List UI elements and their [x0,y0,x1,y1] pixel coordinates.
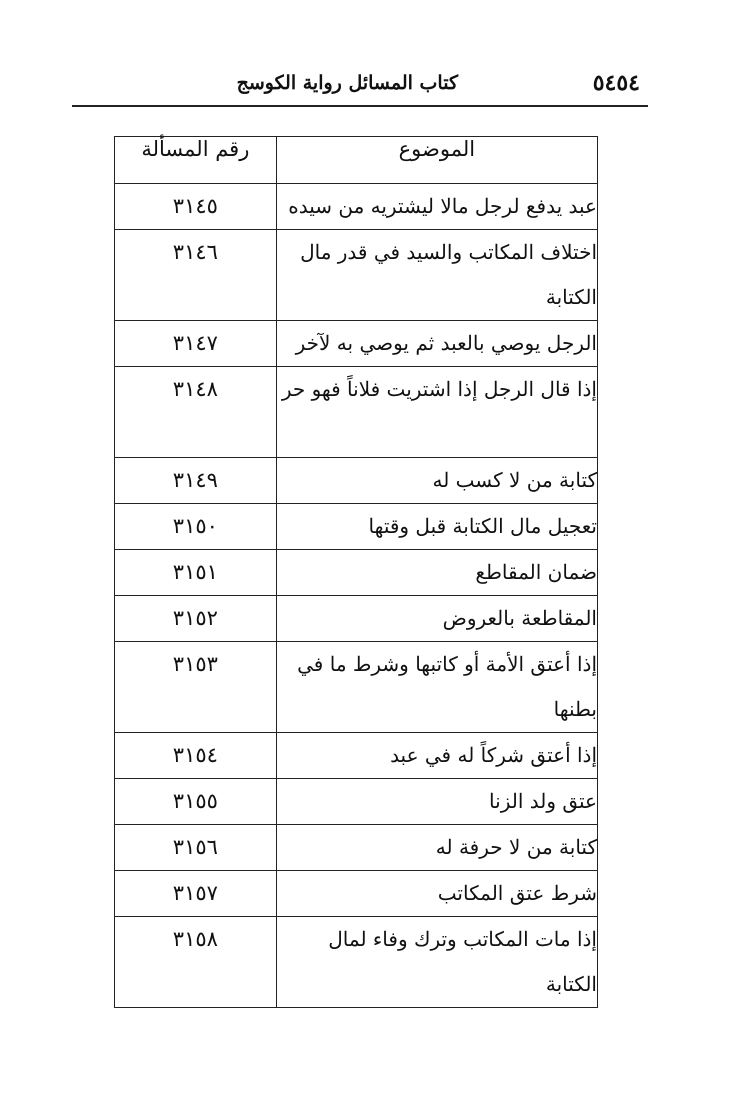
number-cell: ٣١٤٨ [115,367,277,458]
number-cell: ٣١٥٢ [115,596,277,642]
table-row [115,458,598,504]
table-header-row [115,137,598,184]
table-row [115,321,598,367]
number-cell: ٣١٥٨ [115,917,277,1008]
topic-cell: إذا أعتق الأمة أو كاتبها وشرط ما في بطنها [276,642,597,733]
number-cell: ٣١٥٣ [115,642,277,733]
number-cell: ٣١٥٤ [115,733,277,779]
table-row [115,825,598,871]
topic-cell: اختلاف المكاتب والسيد في قدر مال الكتابة [276,230,597,321]
number-cell: ٣١٤٧ [115,321,277,367]
topic-cell: إذا أعتق شركاً له في عبد [276,733,597,779]
number-cell: ٣١٤٦ [115,230,277,321]
table-row [115,733,598,779]
topic-cell: كتابة من لا حرفة له [276,825,597,871]
topic-cell: كتابة من لا كسب له [276,458,597,504]
topic-cell: عبد يدفع لرجل مالا ليشتريه من سيده [276,184,597,230]
table-row [115,596,598,642]
column-header-topic: الموضوع [276,137,597,184]
column-header-number: رقم المسألة [115,137,277,184]
number-cell: ٣١٤٩ [115,458,277,504]
table-row [115,917,598,1008]
number-cell: ٣١٥٦ [115,825,277,871]
page-header [72,70,648,106]
number-cell: ٣١٤٥ [115,184,277,230]
table-row [115,367,598,458]
table-row [115,230,598,321]
running-title: كتاب المسائل رواية الكوسج [236,72,458,94]
number-cell: ٣١٥٥ [115,779,277,825]
topic-cell: ضمان المقاطع [276,550,597,596]
page-number: ٥٤٥٤ [592,70,640,96]
number-cell: ٣١٥٧ [115,871,277,917]
index-table [114,136,598,1008]
table-row [115,642,598,733]
topic-cell: شرط عتق المكاتب [276,871,597,917]
number-cell: ٣١٥٠ [115,504,277,550]
table-row [115,779,598,825]
topic-cell: الرجل يوصي بالعبد ثم يوصي به لآخر [276,321,597,367]
number-cell: ٣١٥١ [115,550,277,596]
table-row [115,550,598,596]
topic-cell: إذا قال الرجل إذا اشتريت فلاناً فهو حر [276,367,597,458]
table-row [115,184,598,230]
topic-cell: المقاطعة بالعروض [276,596,597,642]
topic-cell: إذا مات المكاتب وترك وفاء لمال الكتابة [276,917,597,1008]
topic-cell: تعجيل مال الكتابة قبل وقتها [276,504,597,550]
table-row [115,504,598,550]
table-row [115,871,598,917]
topic-cell: عتق ولد الزنا [276,779,597,825]
header-rule [72,105,648,107]
